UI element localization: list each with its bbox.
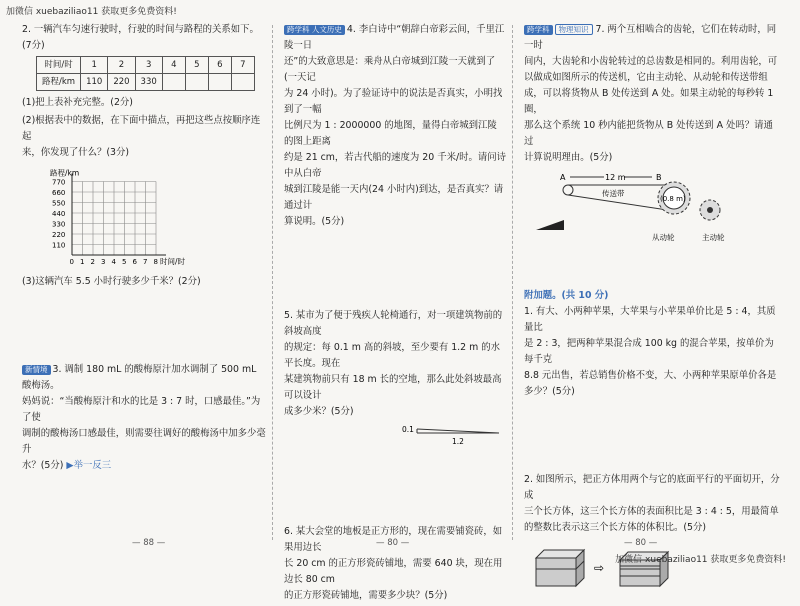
q6-line1: 6. 某大会堂的地板是正方形的，现在需要铺瓷砖，如果用边长 bbox=[284, 526, 503, 553]
x-tick-label: 4 bbox=[111, 258, 116, 266]
slope-length-label: 1.2 bbox=[452, 437, 464, 446]
q4-line3: 为 24 小时)。为了验证诗中的说法是否真实，小明找到了一幅 bbox=[284, 88, 503, 115]
q7-tag-2: 物理知识 bbox=[555, 24, 593, 35]
table-cell bbox=[208, 74, 231, 91]
b2-line2: 三个长方体，这三个长方体的表面积比是 3 : 4 : 5，用最简单 bbox=[524, 506, 779, 517]
page-number: — 80 — bbox=[376, 538, 410, 548]
table-cell: 220 bbox=[108, 74, 135, 91]
belt-label: 传送带 bbox=[602, 189, 625, 198]
q3-line2: 妈妈说：“当酸梅原汁和水的比是 3 : 7 时，口感最佳。”为了使 bbox=[22, 396, 261, 423]
length-label: 12 m bbox=[605, 173, 626, 182]
table-cell bbox=[231, 74, 254, 91]
q4-tag: 跨学科 人文历史 bbox=[284, 25, 345, 35]
q7-text-a: 7. 两个互相啮合的齿轮，它们在转动时，同一时 bbox=[524, 24, 777, 51]
table-cell: 110 bbox=[81, 74, 108, 91]
q5-line4: 成多少米？(5分) bbox=[284, 406, 354, 417]
x-tick-label: 3 bbox=[101, 258, 106, 266]
x-tick-label: 5 bbox=[122, 258, 127, 266]
q6-line2: 长 20 cm 的正方形瓷砖铺地，需要 640 块，现在用边长 80 cm bbox=[284, 558, 503, 585]
y-tick-label: 330 bbox=[52, 220, 66, 229]
q7-line6: 计算说明理由。(5分) bbox=[524, 152, 613, 163]
q3-line4 bbox=[22, 458, 267, 474]
q5-line3: 某建筑物前只有 18 m 长的空地，那么此处斜坡最高可以设计 bbox=[284, 374, 502, 401]
time-distance-table bbox=[36, 56, 255, 91]
column-left bbox=[22, 22, 267, 476]
y-tick-label: 110 bbox=[52, 241, 66, 250]
q4-line5: 约是 21 cm，若古代船的速度为 20 千米/时。请问诗中从白帝 bbox=[284, 152, 506, 179]
column-right bbox=[524, 22, 780, 596]
b2-line1: 2. 如图所示，把正方体用两个与它的底面平行的平面切开，分成 bbox=[524, 474, 780, 501]
ground-block bbox=[536, 220, 564, 230]
q2-part1: (1)把上表补充完整。(2分) bbox=[22, 97, 133, 108]
q7-line3: 以做成如图所示的传送机，它由主动轮、从动轮和传送带组 bbox=[524, 72, 768, 83]
table-cell: 6 bbox=[208, 57, 231, 74]
q7-line5: 那么这个系统 10 秒内能把货物从 B 处传送到 A 处吗？请通过 bbox=[524, 120, 773, 147]
q4-line1 bbox=[284, 22, 506, 54]
b2-line3: 的整数比表示这三个长方体的体积比。(5分) bbox=[524, 522, 707, 533]
q3-text-d: 水？(5分) bbox=[22, 460, 64, 471]
q4-line4: 比例尺为 1 : 2000000 的地图，量得白帝城到江陵的图上距离 bbox=[284, 120, 497, 147]
table-cell: 4 bbox=[162, 57, 185, 74]
q3-tag: 新情境 bbox=[22, 365, 51, 375]
b1-line4: 多少？(5分) bbox=[524, 386, 575, 397]
q4-line7: 算说明。(5分) bbox=[284, 216, 345, 227]
q4-line6: 城到江陵是能一天内(24 小时内)到达，是否真实？请通过计 bbox=[284, 184, 504, 211]
radius-label: (0.8 m) bbox=[660, 195, 686, 203]
y-tick-label: 770 bbox=[52, 178, 66, 187]
q6-line3: 的正方形瓷砖铺地，需要多少块？(5分) bbox=[284, 590, 448, 601]
main-gear-hub bbox=[707, 207, 713, 213]
x-tick-label: 0 bbox=[69, 258, 74, 266]
table-cell: 330 bbox=[135, 74, 162, 91]
arrow-icon: ⇨ bbox=[594, 561, 605, 575]
q3-line1 bbox=[22, 362, 267, 394]
y-tick-label: 440 bbox=[52, 210, 66, 218]
q2-intro: 2. 一辆汽车匀速行驶时，行驶的时间与路程的关系如下。(7分) bbox=[22, 24, 259, 51]
practice-link[interactable]: ▶举一反三 bbox=[66, 460, 112, 471]
table-cell: 1 bbox=[81, 57, 108, 74]
table-cell: 5 bbox=[185, 57, 208, 74]
q2-part3: (3)这辆汽车 5.5 小时行驶多少千米？(2分) bbox=[22, 276, 201, 287]
q2-part2-line1: (2)根据表中的数据，在下面中描点，再把这些点按顺序连起 bbox=[22, 115, 261, 142]
x-tick-label: 7 bbox=[143, 258, 148, 266]
b1-line1: 1. 有大、小两种苹果，大苹果与小苹果单价比是 5 : 4，其质量比 bbox=[524, 306, 776, 333]
q3-text-a: 3. 调制 180 mL 的酸梅原汁加水调制了 500 mL 酸梅汤。 bbox=[22, 364, 257, 391]
table-cell bbox=[185, 74, 208, 91]
x-tick-label: 1 bbox=[80, 258, 85, 266]
q7-line4: 成，可以将货物从 B 处传送到 A 处。如果主动轮的每秒转 1 圈， bbox=[524, 88, 774, 115]
x-axis-label: 时间/时 bbox=[160, 257, 186, 266]
q7-tag-1: 跨学科 bbox=[524, 25, 553, 35]
slope-line bbox=[417, 429, 499, 433]
table-cell: 7 bbox=[231, 57, 254, 74]
y-tick-label: 660 bbox=[52, 189, 66, 197]
column-middle bbox=[284, 22, 506, 606]
label-b: B bbox=[656, 173, 662, 182]
slope-height-label: 0.1 bbox=[402, 425, 414, 434]
label-a: A bbox=[560, 173, 566, 182]
table-cell: 2 bbox=[108, 57, 135, 74]
bonus-title: 附加题。(共 10 分) bbox=[524, 290, 609, 301]
column-divider bbox=[512, 25, 513, 540]
q4-line2: 还”的大致意思是：乘舟从白帝城到江陵一天就到了(一天记 bbox=[284, 56, 496, 83]
x-tick-label: 2 bbox=[90, 258, 95, 266]
pulley-left bbox=[563, 185, 573, 195]
y-axis-label: 路程/km bbox=[50, 168, 80, 178]
y-tick-label: 220 bbox=[52, 231, 66, 239]
b1-line3: 8.8 元出售，若总销售价格不变，大、小两种苹果原单价各是 bbox=[524, 370, 777, 381]
page-number: — 88 — bbox=[132, 538, 166, 548]
table-row-label: 路程/km bbox=[37, 74, 81, 91]
q7-line2: 间内，大齿轮和小齿轮转过的总齿数是相同的。利用齿轮，可 bbox=[524, 56, 778, 67]
y-tick-label: 550 bbox=[52, 199, 66, 208]
distance-time-chart bbox=[30, 163, 270, 268]
cube-whole bbox=[536, 550, 584, 586]
footer-watermark: 加微信 xuebaziliao11 获取更多免费资料! bbox=[615, 555, 786, 565]
q3-line3: 调制的酸梅汤口感最佳，则需要往调好的酸梅汤中加多少毫升 bbox=[22, 428, 266, 455]
table-row-label: 时间/时 bbox=[37, 57, 81, 74]
main-wheel-label: 主动轮 bbox=[702, 233, 725, 242]
slope-diagram bbox=[284, 422, 506, 448]
conveyor-diagram bbox=[524, 168, 780, 246]
q7-line1 bbox=[524, 22, 780, 54]
q5-line2: 的规定：每 0.1 m 高的斜坡，至少要有 1.2 m 的水平长度。现在 bbox=[284, 342, 500, 369]
q2-part2-line2: 来，你发现了什么？(3分) bbox=[22, 147, 130, 158]
page-number: — 80 — bbox=[624, 538, 658, 548]
q4-text-a: 4. 李白诗中“朝辞白帝彩云间，千里江陵一日 bbox=[284, 24, 505, 51]
q5-line1: 5. 某市为了便于残疾人轮椅通行，对一项建筑物前的斜坡高度 bbox=[284, 310, 503, 337]
x-tick-label: 6 bbox=[132, 258, 137, 266]
x-tick-label: 8 bbox=[153, 258, 158, 266]
driven-wheel-label: 从动轮 bbox=[652, 233, 675, 242]
header-watermark: 加微信 xuebaziliao11 获取更多免费资料! bbox=[6, 7, 177, 17]
table-cell: 3 bbox=[135, 57, 162, 74]
table-cell bbox=[162, 74, 185, 91]
b1-line2: 是 2 : 3，把两种苹果混合成 100 kg 的混合苹果，按单价为每千克 bbox=[524, 338, 774, 365]
column-divider bbox=[272, 25, 273, 540]
